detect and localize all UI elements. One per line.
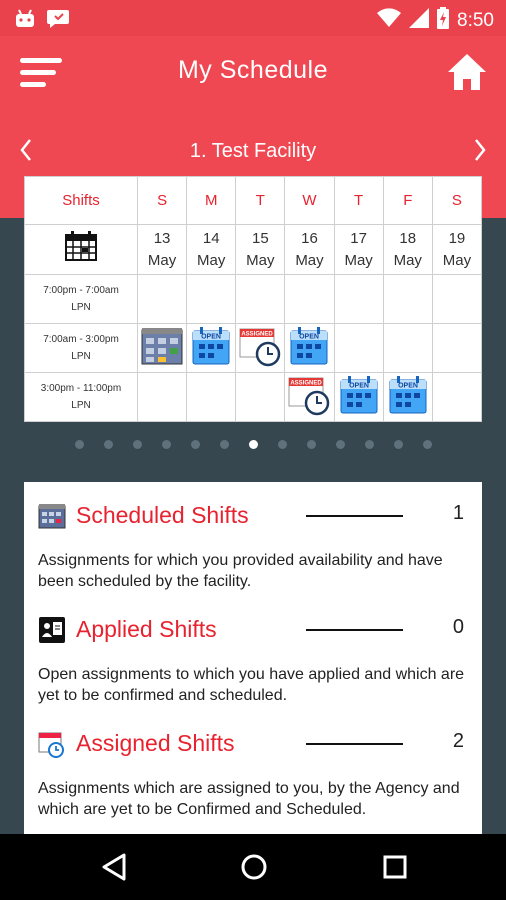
shifts-column-header: Shifts (25, 177, 138, 225)
open-shift-icon (337, 382, 381, 419)
shift-cell[interactable] (334, 373, 383, 422)
weekday-header-row (25, 177, 482, 225)
shift-cell[interactable] (432, 275, 481, 324)
chat-notification-icon (46, 8, 70, 33)
shift-cell[interactable] (432, 324, 481, 373)
weekday-label: T (334, 177, 383, 225)
legend-count: 2 (452, 730, 464, 752)
open-label: OPEN (299, 333, 320, 340)
date-cell[interactable]: 18 May (383, 225, 432, 275)
legend-title: Applied Shifts (76, 616, 217, 642)
legend-card (24, 482, 482, 842)
page-dot[interactable] (220, 440, 229, 449)
page-dot[interactable] (191, 440, 200, 449)
open-label: OPEN (397, 382, 418, 389)
page-dot[interactable] (365, 440, 374, 449)
nav-home-icon[interactable] (240, 852, 268, 887)
applied-shift-icon (38, 616, 66, 644)
schedule-grid (24, 176, 482, 422)
shift-cell[interactable] (236, 275, 285, 324)
page-dot[interactable] (249, 440, 258, 449)
page-dot[interactable] (278, 440, 287, 449)
weekday-label: S (138, 177, 187, 225)
open-shift-icon (287, 333, 331, 370)
status-bar (0, 0, 506, 36)
scheduled-shift-icon (140, 353, 184, 370)
page-dot[interactable] (104, 440, 113, 449)
shift-cell[interactable] (383, 324, 432, 373)
page-dot[interactable] (75, 440, 84, 449)
shift-cell[interactable] (187, 275, 236, 324)
page-dot[interactable] (307, 440, 316, 449)
calendar-picker-icon[interactable] (25, 225, 138, 275)
system-nav-bar (0, 834, 506, 900)
date-cell[interactable]: 14 May (187, 225, 236, 275)
weekday-label: S (432, 177, 481, 225)
legend-count: 0 (452, 616, 464, 638)
home-icon[interactable] (446, 52, 488, 92)
shift-time-label: 7:00pm - 7:00am LPN (25, 275, 138, 324)
shift-row (25, 373, 482, 422)
shift-cell[interactable] (285, 373, 334, 422)
clock-time: 8:50 (457, 10, 494, 31)
shift-cell[interactable] (236, 324, 285, 373)
legend-divider (306, 629, 403, 631)
assigned-shift-icon (38, 730, 66, 758)
page-title: My Schedule (177, 56, 329, 84)
weekday-label: W (285, 177, 334, 225)
facility-selector (0, 136, 506, 166)
android-icon (14, 8, 36, 33)
date-cell[interactable]: 17 May (334, 225, 383, 275)
back-icon[interactable] (100, 852, 128, 887)
legend-count: 1 (452, 502, 464, 524)
date-cell[interactable]: 15 May (236, 225, 285, 275)
legend-divider (306, 515, 403, 517)
next-facility-icon[interactable] (472, 136, 488, 169)
assigned-shift-icon (238, 331, 282, 371)
weekday-label: F (383, 177, 432, 225)
shift-time-label: 3:00pm - 11:00pm LPN (25, 373, 138, 422)
page-dot[interactable] (423, 440, 432, 449)
shift-cell[interactable] (236, 373, 285, 422)
legend-divider (306, 743, 403, 745)
shift-time-label: 7:00am - 3:00pm LPN (25, 324, 138, 373)
open-shift-icon (386, 382, 430, 419)
page-dot[interactable] (162, 440, 171, 449)
scheduled-shift-icon (38, 502, 66, 530)
open-label: OPEN (201, 333, 222, 340)
assigned-label: ASSIGNED (241, 331, 274, 337)
legend-title: Scheduled Shifts (76, 502, 249, 528)
assigned-shift-icon (287, 380, 331, 420)
shift-cell[interactable] (285, 275, 334, 324)
shift-cell[interactable] (285, 324, 334, 373)
date-cell[interactable]: 19 May (432, 225, 481, 275)
assigned-label: ASSIGNED (290, 380, 323, 386)
legend-description: Assignments for which you provided availability and have been scheduled by the facility. (38, 552, 443, 590)
date-cell[interactable]: 16 May (285, 225, 334, 275)
wifi-icon (377, 8, 401, 34)
legend-title: Assigned Shifts (76, 730, 235, 756)
shift-cell[interactable] (432, 373, 481, 422)
date-row (25, 225, 482, 275)
shift-cell[interactable] (138, 275, 187, 324)
shift-row (25, 324, 482, 373)
recent-apps-icon[interactable] (382, 854, 408, 885)
shift-cell[interactable] (187, 373, 236, 422)
shift-cell[interactable] (334, 324, 383, 373)
weekday-label: T (236, 177, 285, 225)
open-shift-icon (189, 333, 233, 370)
open-label: OPEN (348, 382, 369, 389)
shift-cell[interactable] (334, 275, 383, 324)
page-dot[interactable] (394, 440, 403, 449)
page-indicator (0, 440, 506, 450)
shift-cell[interactable] (383, 275, 432, 324)
signal-icon (409, 8, 429, 34)
shift-cell[interactable] (187, 324, 236, 373)
battery-charging-icon (437, 7, 449, 35)
shift-row (25, 275, 482, 324)
shift-cell[interactable] (138, 324, 187, 373)
page-dot[interactable] (133, 440, 142, 449)
legend-description: Open assignments to which you have applied and which are yet to be confirmed and scheduled. (38, 666, 465, 704)
weekday-label: M (187, 177, 236, 225)
facility-name: 1. Test Facility (189, 140, 317, 162)
date-cell[interactable]: 13 May (138, 225, 187, 275)
page-dot[interactable] (336, 440, 345, 449)
shift-cell[interactable] (383, 373, 432, 422)
shift-cell[interactable] (138, 373, 187, 422)
legend-description: Assignments which are assigned to you, by the Agency and which are yet to be Confirmed and Scheduled. (38, 780, 460, 818)
